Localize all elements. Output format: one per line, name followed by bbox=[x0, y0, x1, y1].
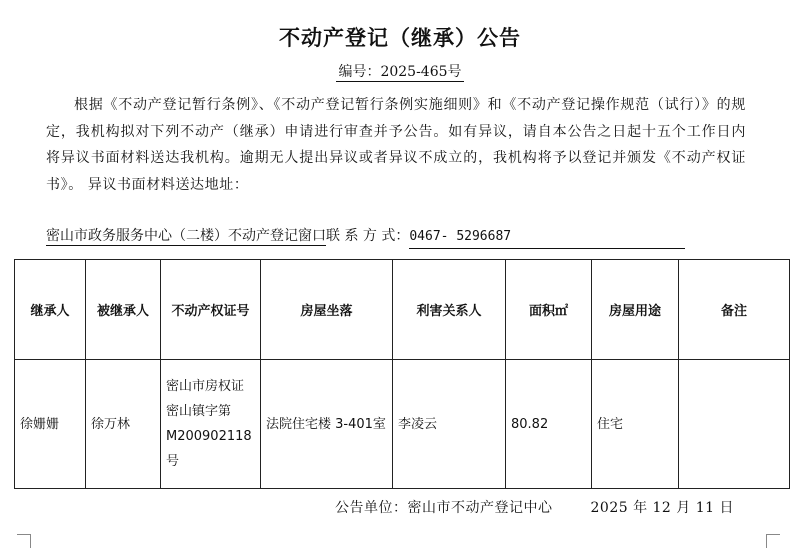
issue-date: 2025 年 12 月 11 日 bbox=[590, 500, 735, 516]
cell-area: 80.82 bbox=[506, 360, 592, 489]
address-line bbox=[46, 226, 732, 249]
header-heir: 继承人 bbox=[15, 260, 86, 360]
header-deceased: 被继承人 bbox=[86, 260, 161, 360]
header-interested-party: 利害关系人 bbox=[393, 260, 506, 360]
inheritance-table bbox=[14, 259, 790, 489]
cell-location: 法院住宅楼 3-401室 bbox=[261, 360, 393, 489]
cell-deceased: 徐万林 bbox=[86, 360, 161, 489]
notice-body: 根据《不动产登记暂行条例》、《不动产登记暂行条例实施细则》和《不动产登记操作规范（试行）》的规定，我机构拟对下列不动产（继承）申请进行审查并予公告。如有异议，请自本公告之日起十五个工作日内将异议书面材料送达我机构。逾期无人提出异议或者异议不成立的，我机构将予以登记并颁发《不动产权证书》。 异议书面材料送达地址： bbox=[46, 97, 746, 193]
contact-label: 联 系 方 式： bbox=[326, 228, 410, 244]
header-location: 房屋坐落 bbox=[261, 260, 393, 360]
issuer: 公告单位：密山市不动产登记中心 bbox=[335, 500, 553, 516]
cell-heir: 徐姗姗 bbox=[15, 360, 86, 489]
footer bbox=[335, 497, 734, 517]
header-remarks: 备注 bbox=[679, 260, 790, 360]
table-header-row bbox=[15, 260, 790, 360]
header-area: 面积㎡ bbox=[506, 260, 592, 360]
header-certificate-no: 不动产权证号 bbox=[161, 260, 261, 360]
cell-remarks bbox=[679, 360, 790, 489]
header-usage: 房屋用途 bbox=[592, 260, 679, 360]
cell-interested-party: 李凌云 bbox=[393, 360, 506, 489]
cell-usage: 住宅 bbox=[592, 360, 679, 489]
phone-number: 0467- 5296687 bbox=[409, 227, 685, 249]
doc-number-text: 编号：2025-465号 bbox=[338, 64, 462, 80]
table-row bbox=[15, 360, 790, 489]
page-corner-mark-left bbox=[30, 534, 45, 548]
notice-title: 不动产登记（继承）公告 bbox=[279, 26, 521, 50]
cell-certificate-no: 密山市房权证密山镇字第M200902118号 bbox=[161, 360, 261, 489]
address-text: 密山市政务服务中心（二楼）不动产登记窗口 bbox=[46, 228, 326, 244]
page-corner-mark-right bbox=[752, 534, 767, 548]
doc-number bbox=[0, 61, 800, 81]
